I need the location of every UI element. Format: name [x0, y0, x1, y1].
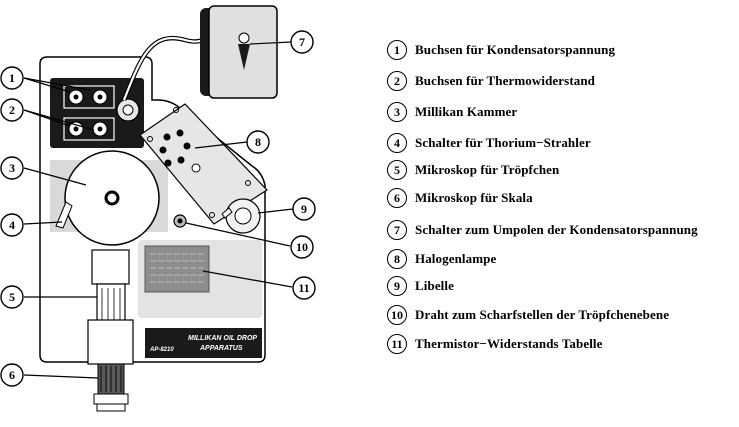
legend-text: Halogenlampe: [415, 251, 497, 266]
legend-text: Libelle: [415, 278, 454, 293]
microscope-tube: [88, 320, 133, 364]
legend-num: 8: [387, 249, 407, 269]
cable-socket-inner: [123, 105, 133, 115]
microscope-eyepiece: [92, 250, 129, 284]
legend-text: Mikroskop für Skala: [415, 190, 533, 205]
callout-7: 7: [299, 35, 305, 49]
legend-item: [387, 274, 454, 298]
legend-num: 9: [387, 276, 407, 296]
leader-6: [24, 375, 98, 378]
legend-item: [387, 131, 591, 155]
socket-1a-pin: [74, 95, 79, 100]
legend-num: 3: [387, 102, 407, 122]
legend-text: Draht zum Scharfstellen der Tröpfchenebene: [415, 307, 670, 322]
socket-2b-pin: [98, 127, 103, 132]
microscope-focus-ring: [97, 284, 125, 324]
legend-num: 5: [387, 160, 407, 180]
apparatus-name-2: APPARATUS: [200, 345, 243, 352]
callout-1: 1: [9, 71, 15, 85]
callout-3: 3: [9, 161, 15, 175]
legend-text: Schalter für Thorium−Strahler: [415, 135, 591, 150]
legend-item: [387, 332, 603, 356]
microscope-base: [94, 394, 128, 404]
apparatus-model: AP-8210: [150, 347, 174, 353]
callout-10: 10: [296, 240, 308, 254]
legend-text: Schalter zum Umpolen der Kondensatorspannung: [415, 222, 698, 237]
legend-item: [387, 158, 559, 182]
legend-text: Buchsen für Thermowiderstand: [415, 73, 596, 88]
lamp-vent-1: [164, 134, 171, 141]
legend-item: [387, 100, 517, 124]
socket-1b-pin: [98, 95, 103, 100]
legend-num: 4: [387, 133, 407, 153]
legend-num: 7: [387, 220, 407, 240]
legend-text: Mikroskop für Tröpfchen: [415, 162, 560, 177]
libelle-bubble: [235, 208, 251, 224]
lamp-vent-4: [184, 143, 191, 150]
legend-item: [387, 247, 496, 271]
microscope-base-bottom: [97, 404, 125, 411]
legend-num: 2: [387, 71, 407, 91]
legend-text: Millikan Kammer: [415, 104, 518, 119]
legend-num: 1: [387, 40, 407, 60]
lamp-vent-2: [177, 130, 184, 137]
legend-num: 6: [387, 188, 407, 208]
legend-num: 10: [387, 305, 407, 325]
legend-item: [387, 38, 615, 62]
apparatus-label: [145, 328, 262, 358]
focus-knob-center: [178, 219, 183, 224]
legend-num: 11: [387, 334, 407, 354]
legend-item: [387, 303, 669, 327]
legend-text: Buchsen für Kondensatorspannung: [415, 42, 616, 57]
thermistor-table: [145, 246, 209, 292]
lamp-vent-5: [165, 160, 172, 167]
legend-item: [387, 218, 698, 242]
callout-2: 2: [9, 103, 15, 117]
callout-6: 6: [9, 368, 15, 382]
callout-11: 11: [298, 281, 310, 295]
socket-2a-pin: [74, 127, 79, 132]
lamp-knob: [192, 164, 200, 172]
callout-4: 4: [9, 218, 15, 232]
lamp-vent-3: [160, 147, 167, 154]
callout-9: 9: [301, 202, 307, 216]
chamber-hole: [106, 192, 118, 204]
lamp-vent-6: [178, 157, 185, 164]
callout-8: 8: [255, 135, 261, 149]
switch-knob: [239, 33, 249, 43]
apparatus-name-1: MILLIKAN OIL DROP: [188, 335, 258, 342]
callout-5: 5: [9, 290, 15, 304]
legend-item: [387, 186, 533, 210]
legend-text: Thermistor−Widerstands Tabelle: [415, 336, 603, 351]
legend-item: [387, 69, 595, 93]
